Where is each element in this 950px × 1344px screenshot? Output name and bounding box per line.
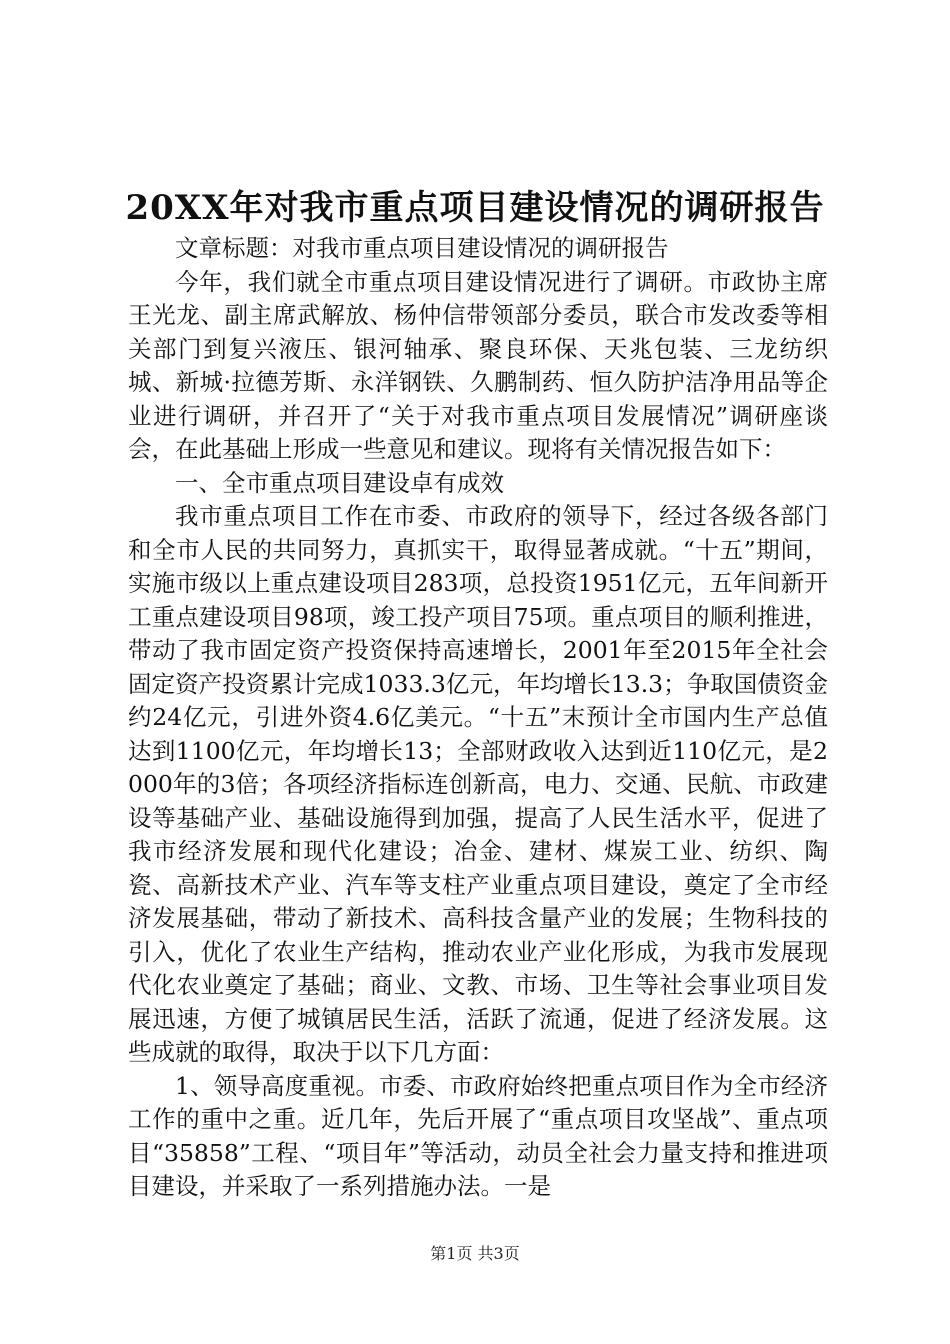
section-heading: 一、全市重点项目建设卓有成效 [175,468,504,497]
achievements-paragraph: 我市重点项目工作在市委、市政府的领导下，经过各级各部门和全市人民的共同努力，真抓实干，取得显著成就。“十五”期间，实施市级以上重点建设项目283项，总投资1951亿元，五年间新开工重点建设项目98项，竣工投产项目75项。重点项目的顺利推进，带动了我市固定资产投资保持高速增长，2001年至2015年全社会固定资产投资累计完成1033.3亿元，年均增长13.3；争取国债资金约24亿元，引进外资4.6亿美元。“十五”末预计全市国内生产总值达到1100亿元，年均增长13；全部财政收入达到近110亿元，是2000年的3倍；各项经济指标连创新高，电力、交通、民航、市政建设等基础产业、基础设施得到加强，提高了人民生活水平，促进了我市经济发展和现代化建设；冶金、建材、煤炭工业、纺织、陶瓷、高新技术产业、汽车等支柱产业重点项目建设，奠定了全市经济发展基础，带动了新技术、高科技含量产业的发展；生物科技的引入，优化了农业生产结构，推动农业产业化形成，为我市发展现代化农业奠定了基础；商业、文教、市场、卫生等社会事业项目发展迅速，方便了城镇居民生活，活跃了流通，促进了经济发展。这些成就的取得，取决于以下几方面： [128,502,828,1066]
intro-paragraph: 今年，我们就全市重点项目建设情况进行了调研。市政协主席王光龙、副主席武解放、杨仲信带领部分委员，联合市发改委等相关部门到复兴液压、银河轴承、聚良环保、天兆包装、三龙纺织城、新城·拉德芳斯、永洋钢铁、久鹏制药、恒久防护洁净用品等企业进行调研，并召开了“关于对我市重点项目发展情况”调研座谈会，在此基础上形成一些意见和建议。现将有关情况报告如下： [128,267,828,463]
document-title: 20XX年对我市重点项目建设情况的调研报告 [125,188,825,228]
document-body [128,232,828,1204]
article-title-line: 文章标题：对我市重点项目建设情况的调研报告 [175,234,669,262]
leadership-paragraph: 1、领导高度重视。市委、市政府始终把重点项目作为全市经济工作的重中之重。近几年，先后开展了“重点项目攻坚战”、重点项目“35858”工程、“项目年”等活动，动员全社会力量支持和推进项目建设，并采取了一系列措施办法。一是 [128,1071,828,1200]
page-number-footer: 第1页 共3页 [430,1244,520,1263]
